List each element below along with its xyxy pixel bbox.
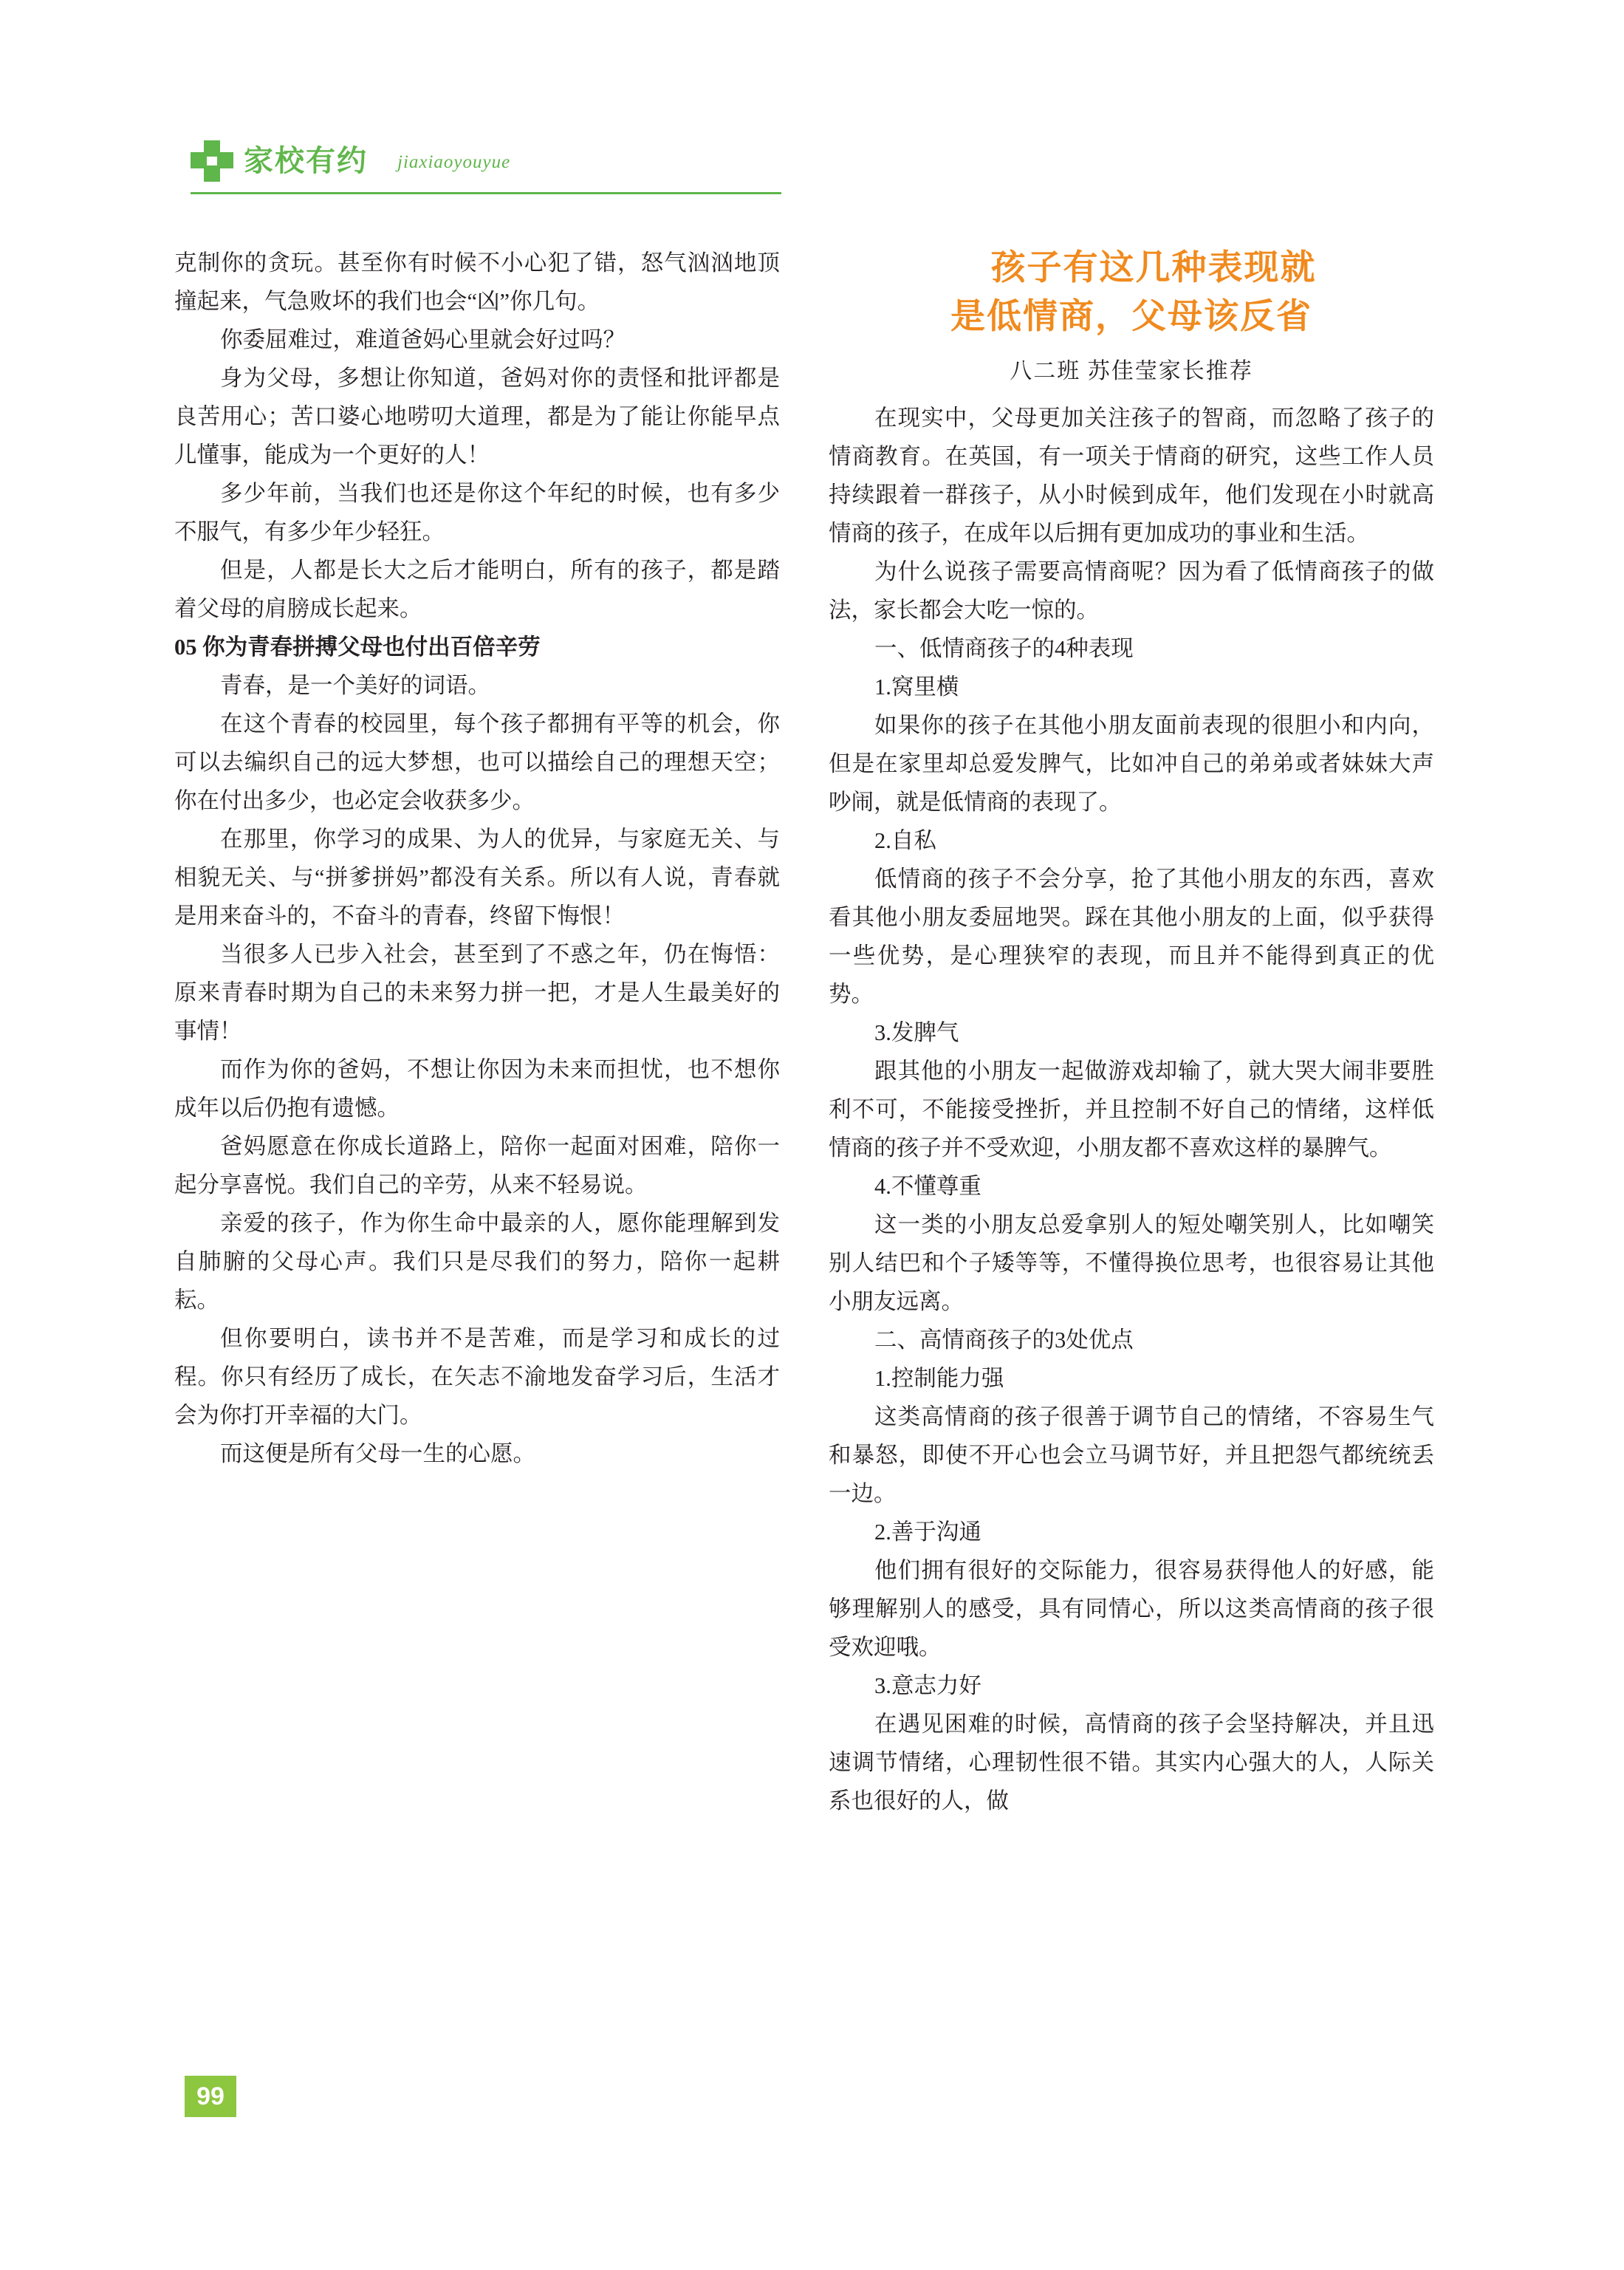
paragraph: 05 你为青春拼搏父母也付出百倍辛劳	[174, 635, 541, 660]
paragraph: 他们拥有很好的交际能力，很容易获得他人的好感，能够理解别人的感受，具有同情心，所以这类高情商的孩子很受欢迎哦。	[829, 1558, 1434, 1660]
article-title-line-1: 孩子有这几种表现就	[990, 249, 1317, 287]
paragraph: 为什么说孩子需要高情商呢？因为看了低情商孩子的做法，家长都会大吃一惊的。	[829, 559, 1434, 623]
paragraph: 爸妈愿意在你成长道路上，陪你一起面对困难，陪你一起分享喜悦。我们自己的辛劳，从来不轻易说。	[174, 1134, 780, 1197]
header-divider	[191, 192, 781, 194]
paragraph: 但你要明白，读书并不是苦难，而是学习和成长的过程。你只有经历了成长，在矢志不渝地发奋学习后，生活才会为你打开幸福的大门。	[174, 1326, 780, 1428]
right-column	[829, 244, 1434, 1820]
section-title-cn: 家校有约	[244, 145, 368, 177]
page-number-badge: 99	[185, 2076, 236, 2117]
paragraph: 在遇见困难的时候，高情商的孩子会坚持解决，并且迅速调节情绪，心理韧性很不错。其实内心强大的人，人际关系也很好的人，做	[829, 1712, 1434, 1813]
paragraph: 多少年前，当我们也还是你这个年纪的时候，也有多少不服气，有多少年少轻狂。	[174, 481, 780, 544]
article-title	[829, 244, 1434, 341]
article-title-line-2: 是低情商，父母该反省	[950, 298, 1312, 336]
paragraph: 青春，是一个美好的词语。	[220, 673, 490, 698]
paragraph: 克制你的贪玩。甚至你有时候不小心犯了错，怒气汹汹地顶撞起来，气急败坏的我们也会“凶”你几句。	[174, 250, 780, 314]
paragraph: 这一类的小朋友总爱拿别人的短处嘲笑别人，比如嘲笑别人结巴和个子矮等等，不懂得换位思考，也很容易让其他小朋友远离。	[829, 1212, 1434, 1314]
paragraph: 2.善于沟通	[874, 1519, 981, 1545]
paragraph: 跟其他的小朋友一起做游戏却输了，就大哭大闹非要胜利不可，不能接受挫折，并且控制不好自己的情绪，这样低情商的孩子并不受欢迎，小朋友都不喜欢这样的暴脾气。	[829, 1059, 1434, 1160]
paragraph: 如果你的孩子在其他小朋友面前表现的很胆小和内向，但是在家里却总爱发脾气，比如冲自己的弟弟或者妹妹大声吵闹，就是低情商的表现了。	[829, 713, 1434, 815]
paragraph: 二、高情商孩子的3处优点	[874, 1327, 1134, 1353]
paragraph: 4.不懂尊重	[874, 1174, 981, 1199]
paragraph: 这类高情商的孩子很善于调节自己的情绪，不容易生气和暴怒，即使不开心也会立马调节好，并且把怨气都统统丢一边。	[829, 1404, 1434, 1506]
article-byline: 八二班 苏佳莹家长推荐	[1010, 359, 1253, 383]
right-column-body	[829, 399, 1434, 1820]
paragraph: 在现实中，父母更加关注孩子的智商，而忽略了孩子的情商教育。在英国，有一项关于情商的研究，这些工作人员持续跟着一群孩子，从小时候到成年，他们发现在小时就高情商的孩子，在成年以后拥有更加成功的事业和生活。	[829, 406, 1434, 546]
paragraph: 3.意志力好	[874, 1673, 981, 1698]
paragraph: 当很多人已步入社会，甚至到了不惑之年，仍在悔悟：原来青春时期为自己的未来努力拼一把，才是人生最美好的事情！	[174, 942, 780, 1044]
paragraph: 3.发脾气	[874, 1020, 959, 1045]
left-column	[174, 244, 780, 1473]
paragraph: 但是，人都是长大之后才能明白，所有的孩子，都是踏着父母的肩膀成长起来。	[174, 558, 780, 621]
paragraph: 1.窝里横	[874, 674, 959, 700]
paragraph: 亲爱的孩子，作为你生命中最亲的人，愿你能理解到发自肺腑的父母心声。我们只是尽我们的努力，陪你一起耕耘。	[174, 1211, 780, 1313]
paragraph: 你委屈难过，难道爸妈心里就会好过吗？	[220, 327, 626, 352]
paragraph: 在这个青春的校园里，每个孩子都拥有平等的机会，你可以去编织自己的远大梦想，也可以描绘自己的理想天空；你在付出多少，也必定会收获多少。	[174, 711, 780, 813]
page-header	[191, 134, 811, 194]
paragraph: 身为父母，多想让你知道，爸妈对你的责怪和批评都是良苦用心；苦口婆心地唠叨大道理，都是为了能让你能早点儿懂事，能成为一个更好的人！	[174, 366, 780, 468]
paragraph: 低情商的孩子不会分享，抢了其他小朋友的东西，喜欢看其他小朋友委屈地哭。踩在其他小朋友的上面，似乎获得一些优势，是心理狭窄的表现，而且并不能得到真正的优势。	[829, 866, 1434, 1007]
section-title-pinyin: jiaxiaoyouyue	[397, 152, 511, 172]
paragraph: 而这便是所有父母一生的心愿。	[220, 1441, 535, 1466]
paragraph: 2.自私	[874, 828, 936, 853]
paragraph: 一、低情商孩子的4种表现	[874, 636, 1134, 661]
four-squares-logo-icon	[191, 140, 232, 182]
paragraph: 1.控制能力强	[874, 1366, 1004, 1391]
paragraph: 在那里，你学习的成果、为人的优异，与家庭无关、与相貌无关、与“拼爹拼妈”都没有关系。所以有人说，青春就是用来奋斗的，不奋斗的青春，终留下悔恨！	[174, 827, 780, 929]
paragraph: 而作为你的爸妈，不想让你因为未来而担忧，也不想你成年以后仍抱有遗憾。	[174, 1057, 780, 1121]
